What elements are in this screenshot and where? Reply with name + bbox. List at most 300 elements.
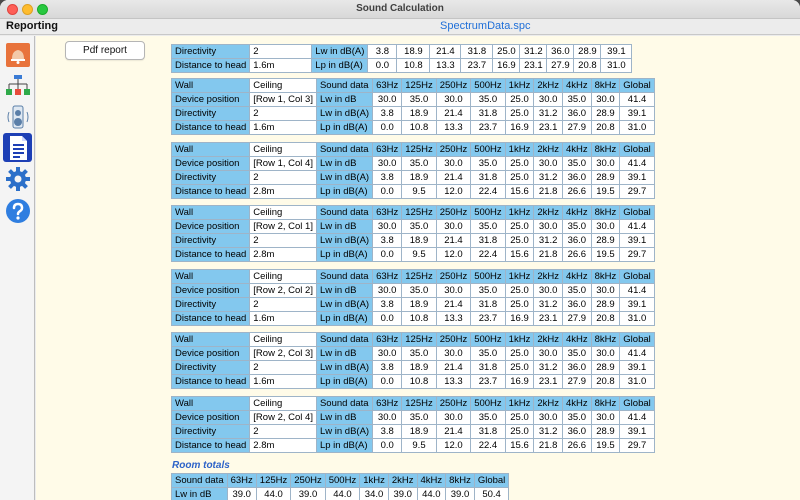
device-position-label: Device position bbox=[172, 93, 250, 107]
sidebar-item-settings[interactable] bbox=[3, 164, 32, 193]
table-row bbox=[172, 93, 655, 107]
table-row bbox=[172, 107, 655, 121]
cell: 25.0 bbox=[505, 220, 534, 234]
sound-data-header: Sound data bbox=[316, 333, 372, 347]
wall-label: Wall bbox=[172, 143, 250, 157]
distance-label: Distance to head bbox=[172, 121, 250, 135]
cell: 39.0 bbox=[227, 488, 256, 500]
device-table bbox=[171, 78, 655, 135]
cell: 18.9 bbox=[402, 298, 436, 312]
sound-data-header: Sound data bbox=[172, 474, 228, 488]
cell: 30.0 bbox=[534, 347, 563, 361]
device-position-value: [Row 2, Col 2] bbox=[250, 284, 317, 298]
cell: 27.9 bbox=[547, 59, 574, 73]
cell: 23.7 bbox=[471, 121, 505, 135]
cell: 25.0 bbox=[505, 234, 534, 248]
cell: 23.7 bbox=[471, 312, 505, 326]
cell: 0.0 bbox=[373, 121, 402, 135]
band-header: 2kHz bbox=[534, 333, 563, 347]
cell: 35.0 bbox=[562, 93, 591, 107]
band-header: 8kHz bbox=[591, 79, 620, 93]
cell: 35.0 bbox=[402, 93, 436, 107]
row-label: Lw in dB bbox=[316, 411, 372, 425]
directivity-value: 2 bbox=[250, 107, 317, 121]
pdf-report-button[interactable]: Pdf report bbox=[65, 41, 145, 60]
cell: 20.8 bbox=[591, 121, 620, 135]
cell: 0.0 bbox=[373, 375, 402, 389]
cell: 23.7 bbox=[471, 375, 505, 389]
cell: 25.0 bbox=[505, 347, 534, 361]
cell: 25.0 bbox=[505, 93, 534, 107]
wall-label: Wall bbox=[172, 333, 250, 347]
wall-value: Ceiling bbox=[250, 397, 317, 411]
cell: 18.9 bbox=[397, 45, 430, 59]
band-header: 63Hz bbox=[373, 397, 402, 411]
cell: 22.4 bbox=[471, 439, 505, 453]
cell: 34.0 bbox=[360, 488, 389, 500]
cell: 29.7 bbox=[620, 248, 654, 262]
cell: 30.0 bbox=[373, 284, 402, 298]
device-table bbox=[171, 396, 655, 453]
cell: 30.0 bbox=[591, 347, 620, 361]
band-header: 1kHz bbox=[505, 79, 534, 93]
band-header: 125Hz bbox=[402, 270, 436, 284]
cell: 36.0 bbox=[562, 107, 591, 121]
row-label: Lw in dB(A) bbox=[316, 361, 372, 375]
table-row bbox=[172, 121, 655, 135]
cell: 35.0 bbox=[471, 93, 505, 107]
row-label: Lp in dB(A) bbox=[316, 375, 372, 389]
cell: 15.6 bbox=[505, 248, 534, 262]
cell: 3.8 bbox=[373, 425, 402, 439]
band-header: 500Hz bbox=[471, 206, 505, 220]
cell: 16.9 bbox=[505, 121, 534, 135]
band-header: 500Hz bbox=[471, 333, 505, 347]
distance-value: 1.6m bbox=[250, 312, 317, 326]
sound-data-header: Sound data bbox=[316, 143, 372, 157]
cell: 39.1 bbox=[601, 45, 632, 59]
row-label: Lw in dB(A) bbox=[316, 171, 372, 185]
cell: 18.9 bbox=[402, 234, 436, 248]
distance-label: Distance to head bbox=[172, 439, 250, 453]
cell: 30.0 bbox=[373, 347, 402, 361]
band-header: 500Hz bbox=[325, 474, 359, 488]
row-label: Lw in dB bbox=[316, 157, 372, 171]
cell: 31.2 bbox=[534, 234, 563, 248]
directivity-value: 2 bbox=[250, 171, 317, 185]
report-content bbox=[36, 36, 800, 500]
table-row bbox=[172, 157, 655, 171]
row-label: Lp in dB(A) bbox=[316, 121, 372, 135]
cell: 31.2 bbox=[534, 107, 563, 121]
cell: 15.6 bbox=[505, 439, 534, 453]
cell: 25.0 bbox=[505, 298, 534, 312]
cell: 35.0 bbox=[562, 157, 591, 171]
distance-value: 1.6m bbox=[250, 375, 317, 389]
cell: 39.1 bbox=[620, 298, 654, 312]
cell: 31.2 bbox=[534, 361, 563, 375]
cell: 26.6 bbox=[562, 439, 591, 453]
distance-value: 2.8m bbox=[250, 185, 317, 199]
device-position-label: Device position bbox=[172, 157, 250, 171]
cell: 3.8 bbox=[373, 361, 402, 375]
cell: 23.1 bbox=[534, 121, 563, 135]
cell: 25.0 bbox=[505, 107, 534, 121]
cell: 12.0 bbox=[436, 439, 470, 453]
sidebar-item-help[interactable] bbox=[3, 196, 32, 225]
cell: 13.3 bbox=[436, 312, 470, 326]
sound-data-header: Sound data bbox=[316, 79, 372, 93]
cell: 31.2 bbox=[534, 298, 563, 312]
cell: 21.4 bbox=[436, 107, 470, 121]
cell: 30.0 bbox=[373, 157, 402, 171]
cell: 28.9 bbox=[591, 107, 620, 121]
distance-label: Distance to head bbox=[172, 248, 250, 262]
cell: 21.4 bbox=[436, 298, 470, 312]
band-header: Global bbox=[620, 270, 654, 284]
device-table-partial bbox=[171, 44, 632, 73]
device-position-label: Device position bbox=[172, 220, 250, 234]
band-header: 250Hz bbox=[436, 270, 470, 284]
cell: 28.9 bbox=[574, 45, 601, 59]
band-header: 500Hz bbox=[471, 397, 505, 411]
cell: 39.0 bbox=[388, 488, 417, 500]
cell: 41.4 bbox=[620, 93, 654, 107]
band-header: 250Hz bbox=[436, 206, 470, 220]
section-title: Reporting bbox=[6, 20, 58, 32]
cell: 35.0 bbox=[471, 220, 505, 234]
cell: 30.0 bbox=[534, 157, 563, 171]
sidebar-item-alarm[interactable] bbox=[3, 40, 32, 69]
distance-value: 2.8m bbox=[250, 248, 317, 262]
sound-data-header: Sound data bbox=[316, 270, 372, 284]
band-header: 1kHz bbox=[505, 206, 534, 220]
cell: 39.1 bbox=[620, 234, 654, 248]
cell: 44.0 bbox=[256, 488, 290, 500]
row-label: Lp in dB(A) bbox=[316, 248, 372, 262]
sidebar-item-network[interactable] bbox=[3, 71, 32, 100]
cell: 26.6 bbox=[562, 185, 591, 199]
row-label: Lw in dB(A) bbox=[316, 298, 372, 312]
band-header: 4kHz bbox=[417, 474, 446, 488]
cell: 28.9 bbox=[591, 425, 620, 439]
cell: 36.0 bbox=[562, 425, 591, 439]
cell: 31.0 bbox=[620, 375, 654, 389]
table-row bbox=[172, 411, 655, 425]
cell: 31.2 bbox=[534, 171, 563, 185]
cell: 19.5 bbox=[591, 439, 620, 453]
cell: 27.9 bbox=[562, 375, 591, 389]
cell: 25.0 bbox=[493, 45, 520, 59]
row-label: Lp in dB(A) bbox=[316, 439, 372, 453]
distance-value: 2.8m bbox=[250, 439, 317, 453]
cell: 0.0 bbox=[368, 59, 397, 73]
cell: 9.5 bbox=[402, 439, 436, 453]
cell: 0.0 bbox=[373, 185, 402, 199]
band-header: 125Hz bbox=[402, 79, 436, 93]
cell: 28.9 bbox=[591, 361, 620, 375]
device-table bbox=[171, 205, 655, 262]
cell: 30.0 bbox=[373, 220, 402, 234]
band-header: Global bbox=[620, 79, 654, 93]
cell: 12.0 bbox=[436, 185, 470, 199]
cell: 30.0 bbox=[436, 284, 470, 298]
band-header: 500Hz bbox=[471, 143, 505, 157]
network-icon bbox=[5, 73, 31, 99]
cell: 19.5 bbox=[591, 248, 620, 262]
wall-label: Wall bbox=[172, 79, 250, 93]
cell: 21.8 bbox=[534, 439, 563, 453]
cell: 36.0 bbox=[562, 171, 591, 185]
device-position-label: Device position bbox=[172, 411, 250, 425]
cell: 39.1 bbox=[620, 107, 654, 121]
directivity-value: 2 bbox=[250, 425, 317, 439]
cell: 3.8 bbox=[373, 234, 402, 248]
cell: 36.0 bbox=[562, 234, 591, 248]
cell: 31.8 bbox=[461, 45, 493, 59]
band-header: 1kHz bbox=[505, 333, 534, 347]
device-position-value: [Row 2, Col 1] bbox=[250, 220, 317, 234]
band-header: 63Hz bbox=[227, 474, 256, 488]
band-header: 4kHz bbox=[562, 333, 591, 347]
table-row bbox=[172, 347, 655, 361]
cell: 35.0 bbox=[402, 347, 436, 361]
cell: 41.4 bbox=[620, 347, 654, 361]
band-header: Global bbox=[620, 206, 654, 220]
device-position-value: [Row 2, Col 4] bbox=[250, 411, 317, 425]
cell: 31.0 bbox=[620, 312, 654, 326]
cell: 22.4 bbox=[471, 185, 505, 199]
cell: 28.9 bbox=[591, 234, 620, 248]
cell: 35.0 bbox=[402, 220, 436, 234]
cell: 10.8 bbox=[402, 121, 436, 135]
cell: 35.0 bbox=[562, 411, 591, 425]
band-header: 500Hz bbox=[471, 270, 505, 284]
band-header: Global bbox=[620, 397, 654, 411]
cell: 39.1 bbox=[620, 171, 654, 185]
band-header: 125Hz bbox=[402, 397, 436, 411]
cell: 21.4 bbox=[436, 425, 470, 439]
cell: 44.0 bbox=[417, 488, 446, 500]
cell: 30.0 bbox=[534, 411, 563, 425]
cell: 27.9 bbox=[562, 312, 591, 326]
bell-icon bbox=[5, 42, 31, 68]
row-label: Lw in dB(A) bbox=[316, 425, 372, 439]
cell: 20.8 bbox=[591, 375, 620, 389]
cell: 35.0 bbox=[471, 157, 505, 171]
device-position-value: [Row 1, Col 3] bbox=[250, 93, 317, 107]
directivity-label: Directivity bbox=[172, 361, 250, 375]
help-icon bbox=[5, 198, 31, 224]
band-header: 250Hz bbox=[436, 143, 470, 157]
table-row bbox=[172, 220, 655, 234]
lp-dba-label: Lp in dB(A) bbox=[312, 59, 368, 73]
table-row bbox=[172, 439, 655, 453]
cell: 39.0 bbox=[446, 488, 475, 500]
cell: 31.2 bbox=[520, 45, 547, 59]
wall-value: Ceiling bbox=[250, 79, 317, 93]
cell: 25.0 bbox=[505, 284, 534, 298]
cell: 25.0 bbox=[505, 361, 534, 375]
wall-label: Wall bbox=[172, 397, 250, 411]
wall-label: Wall bbox=[172, 206, 250, 220]
band-header: 125Hz bbox=[402, 206, 436, 220]
cell: 30.0 bbox=[373, 411, 402, 425]
cell: 9.5 bbox=[402, 185, 436, 199]
distance-label: Distance to head bbox=[172, 312, 250, 326]
band-header: 8kHz bbox=[446, 474, 475, 488]
table-row bbox=[172, 185, 655, 199]
directivity-label: Directivity bbox=[172, 45, 250, 59]
cell: 27.9 bbox=[562, 121, 591, 135]
band-header: 125Hz bbox=[402, 333, 436, 347]
sidebar bbox=[0, 36, 35, 500]
cell: 26.6 bbox=[562, 248, 591, 262]
table-row bbox=[172, 234, 655, 248]
band-header: Global bbox=[620, 333, 654, 347]
cell: 31.8 bbox=[471, 107, 505, 121]
window-title: Sound Calculation bbox=[356, 3, 444, 14]
lw-dba-label: Lw in dB(A) bbox=[312, 45, 368, 59]
cell: 21.4 bbox=[436, 234, 470, 248]
cell: 31.8 bbox=[471, 298, 505, 312]
cell: 20.8 bbox=[574, 59, 601, 73]
directivity-value: 2 bbox=[250, 361, 317, 375]
band-header: 2kHz bbox=[534, 79, 563, 93]
cell: 35.0 bbox=[562, 284, 591, 298]
cell: 0.0 bbox=[373, 312, 402, 326]
band-header: 4kHz bbox=[562, 79, 591, 93]
row-label: Lw in dB(A) bbox=[316, 234, 372, 248]
cell: 35.0 bbox=[402, 411, 436, 425]
sidebar-item-reporting[interactable] bbox=[3, 133, 32, 162]
distance-value: 1.6m bbox=[250, 59, 312, 73]
cell: 18.9 bbox=[402, 361, 436, 375]
cell: 30.0 bbox=[591, 411, 620, 425]
device-position-label: Device position bbox=[172, 284, 250, 298]
cell: 30.0 bbox=[436, 157, 470, 171]
cell: 29.7 bbox=[620, 439, 654, 453]
cell: 39.0 bbox=[291, 488, 325, 500]
wall-value: Ceiling bbox=[250, 206, 317, 220]
cell: 13.3 bbox=[430, 59, 461, 73]
device-position-value: [Row 2, Col 3] bbox=[250, 347, 317, 361]
table-row bbox=[172, 270, 655, 284]
distance-label: Distance to head bbox=[172, 375, 250, 389]
cell: 16.9 bbox=[505, 312, 534, 326]
directivity-label: Directivity bbox=[172, 298, 250, 312]
table-row bbox=[172, 171, 655, 185]
band-header: 4kHz bbox=[562, 143, 591, 157]
lw-db-label: Lw in dB bbox=[172, 488, 228, 500]
wall-value: Ceiling bbox=[250, 270, 317, 284]
device-position-label: Device position bbox=[172, 347, 250, 361]
cell: 41.4 bbox=[620, 157, 654, 171]
band-header: 4kHz bbox=[562, 270, 591, 284]
device-position-value: [Row 1, Col 4] bbox=[250, 157, 317, 171]
sound-data-header: Sound data bbox=[316, 397, 372, 411]
cell: 36.0 bbox=[562, 298, 591, 312]
table-row bbox=[172, 79, 655, 93]
band-header: 4kHz bbox=[562, 397, 591, 411]
cell: 35.0 bbox=[562, 347, 591, 361]
sidebar-item-devices[interactable] bbox=[3, 102, 32, 131]
cell: 0.0 bbox=[373, 439, 402, 453]
cell: 21.8 bbox=[534, 248, 563, 262]
table-row bbox=[172, 284, 655, 298]
cell: 19.5 bbox=[591, 185, 620, 199]
row-label: Lw in dB bbox=[316, 93, 372, 107]
table-row bbox=[172, 425, 655, 439]
cell: 30.0 bbox=[534, 220, 563, 234]
band-header: 8kHz bbox=[591, 270, 620, 284]
band-header: 63Hz bbox=[373, 206, 402, 220]
cell: 30.0 bbox=[436, 411, 470, 425]
cell: 41.4 bbox=[620, 220, 654, 234]
cell: 30.0 bbox=[591, 220, 620, 234]
row-label: Lw in dB bbox=[316, 284, 372, 298]
cell: 30.0 bbox=[591, 157, 620, 171]
band-header: 63Hz bbox=[373, 270, 402, 284]
row-label: Lp in dB(A) bbox=[316, 185, 372, 199]
band-header: 250Hz bbox=[291, 474, 325, 488]
band-header: 250Hz bbox=[436, 397, 470, 411]
band-header: 250Hz bbox=[436, 79, 470, 93]
cell: 30.0 bbox=[591, 93, 620, 107]
cell: 31.8 bbox=[471, 361, 505, 375]
title-bar bbox=[0, 0, 800, 19]
band-header: 63Hz bbox=[373, 79, 402, 93]
band-header: 2kHz bbox=[388, 474, 417, 488]
cell: 18.9 bbox=[402, 425, 436, 439]
cell: 21.4 bbox=[436, 171, 470, 185]
band-header: 125Hz bbox=[256, 474, 290, 488]
cell: 50.4 bbox=[474, 488, 508, 500]
directivity-label: Directivity bbox=[172, 234, 250, 248]
cell: 35.0 bbox=[471, 347, 505, 361]
cell: 21.4 bbox=[430, 45, 461, 59]
cell: 18.9 bbox=[402, 107, 436, 121]
cell: 30.0 bbox=[436, 93, 470, 107]
directivity-label: Directivity bbox=[172, 171, 250, 185]
band-header: 1kHz bbox=[360, 474, 389, 488]
band-header: 1kHz bbox=[505, 143, 534, 157]
band-header: Global bbox=[620, 143, 654, 157]
band-header: 125Hz bbox=[402, 143, 436, 157]
cell: 30.0 bbox=[534, 93, 563, 107]
cell: 23.1 bbox=[534, 375, 563, 389]
cell: 10.8 bbox=[402, 375, 436, 389]
cell: 30.0 bbox=[591, 284, 620, 298]
cell: 31.2 bbox=[534, 425, 563, 439]
cell: 41.4 bbox=[620, 411, 654, 425]
band-header: 63Hz bbox=[373, 333, 402, 347]
cell: 10.8 bbox=[402, 312, 436, 326]
cell: 13.3 bbox=[436, 375, 470, 389]
band-header: 63Hz bbox=[373, 143, 402, 157]
band-header: 4kHz bbox=[562, 206, 591, 220]
directivity-value: 2 bbox=[250, 298, 317, 312]
cell: 30.0 bbox=[436, 347, 470, 361]
speaker-icon bbox=[5, 104, 31, 130]
table-row bbox=[172, 143, 655, 157]
band-header: 1kHz bbox=[505, 397, 534, 411]
table-row bbox=[172, 206, 655, 220]
table-row bbox=[172, 312, 655, 326]
band-header: 2kHz bbox=[534, 206, 563, 220]
band-header: Global bbox=[474, 474, 508, 488]
cell: 35.0 bbox=[562, 220, 591, 234]
